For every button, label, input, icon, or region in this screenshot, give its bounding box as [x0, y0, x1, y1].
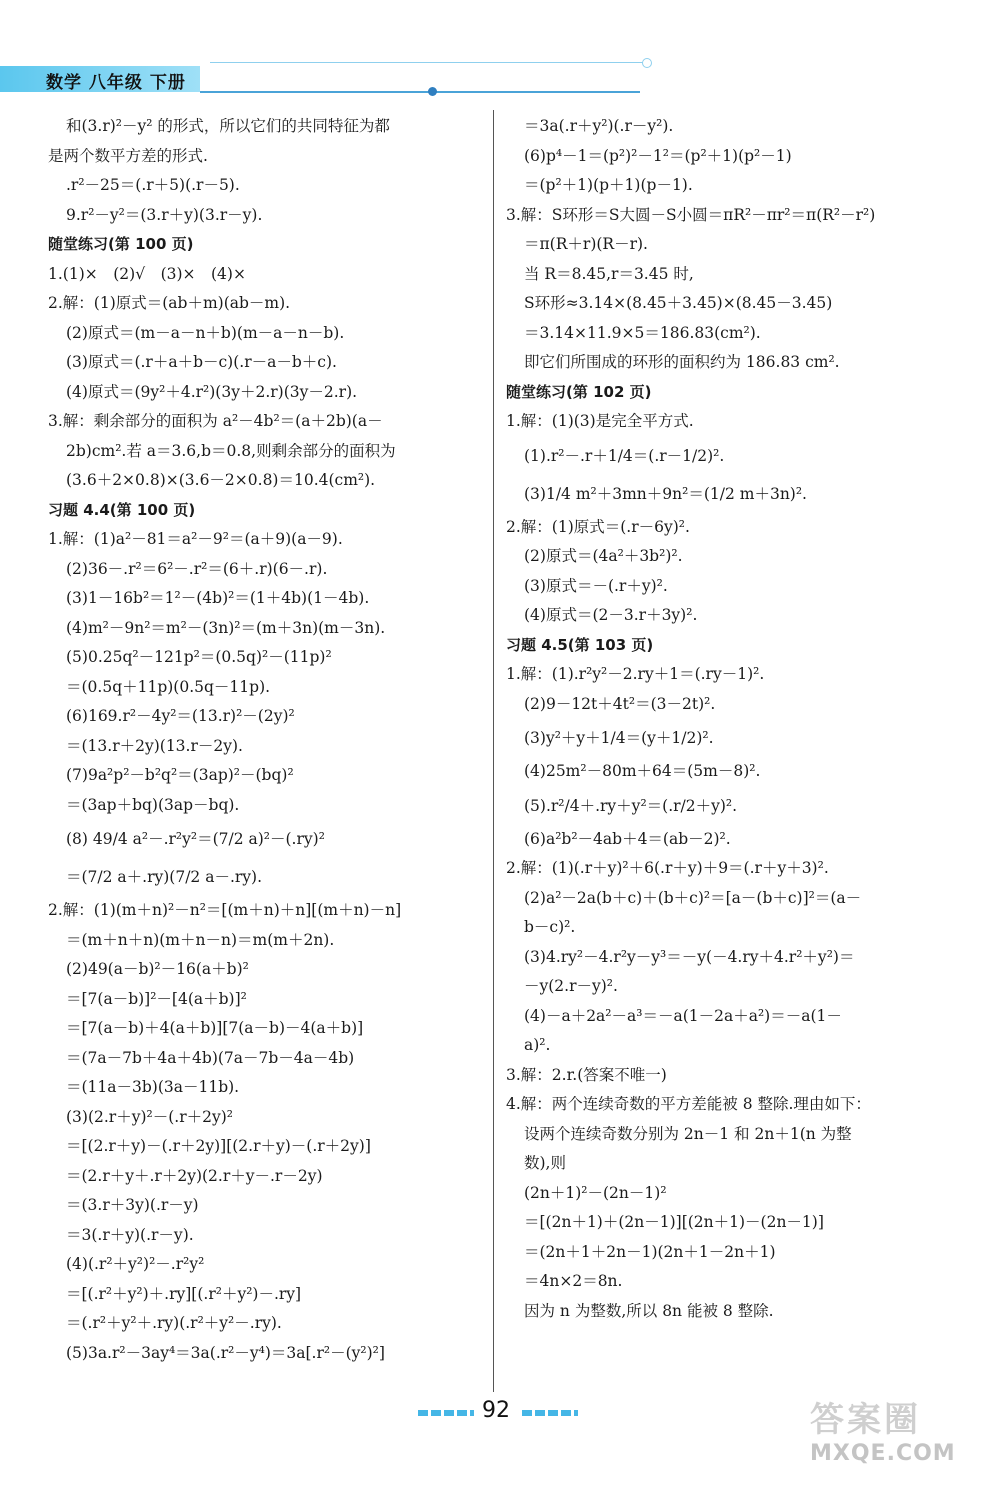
- header-rule-dot: [428, 87, 437, 96]
- left-column-line: 2b)cm².若 a＝3.6,b＝0.8,则剩余部分的面积为: [66, 441, 396, 460]
- right-column-line: S环形≈3.14×(8.45＋3.45)×(8.45－3.45): [524, 294, 833, 312]
- left-column-line: (3)原式＝(.r＋a＋b－c)(.r－a－b＋c).: [66, 353, 337, 371]
- left-column-line: ＝[(2.r＋y)－(.r＋2y)][(2.r＋y)－(.r＋2y)]: [66, 1137, 371, 1155]
- left-column-line: ＝(3ap＋bq)(3ap－bq).: [66, 795, 240, 814]
- right-column-line: (3)原式＝－(.r＋y)².: [524, 576, 668, 595]
- right-column-line: 2.解：(1)原式＝(.r－6y)².: [506, 517, 690, 536]
- right-column-line: ＝(p²＋1)(p＋1)(p－1).: [524, 176, 693, 194]
- right-column-line: 习题 4.5(第 103 页): [506, 635, 654, 654]
- header-rule-top: [210, 62, 650, 63]
- left-column-line: (7)9a²p²－b²q²＝(3ap)²－(bq)²: [66, 766, 294, 784]
- left-column-line: ＝(13.r＋2y)(13.r－2y).: [66, 736, 243, 755]
- left-column-line: 1.解：(1)a²－81＝a²－9²＝(a＋9)(a－9).: [48, 530, 343, 548]
- right-column-line: －y(2.r－y)².: [524, 977, 618, 995]
- right-column-line: 3.解：S环形＝S大圆－S小圆＝πR²－πr²＝π(R²－r²): [506, 205, 876, 224]
- page-header: [0, 58, 660, 98]
- left-column-line: .r²－25＝(.r＋5)(.r－5).: [66, 176, 240, 194]
- right-column-line: (3)y²＋y＋1/4＝(y＋1/2)².: [524, 729, 714, 747]
- right-column-line: ＝π(R＋r)(R－r).: [524, 235, 648, 253]
- left-column-line: (6)169.r²－4y²＝(13.r)²－(2y)²: [66, 707, 295, 725]
- left-column-line: (8) 49/4 a²－.r²y²＝(7/2 a)²－(.ry)²: [66, 830, 325, 848]
- right-column-line: (6)p⁴－1＝(p²)²－1²＝(p²＋1)(p²－1): [524, 146, 792, 165]
- footer-decoration-left: [418, 1410, 474, 1416]
- left-column-line: ＝[(.r²＋y²)＋.ry][(.r²＋y²)－.ry]: [66, 1284, 302, 1303]
- left-column-line: ＝[7(a－b)]²－[4(a＋b)]²: [66, 989, 247, 1008]
- right-column-line: 2.解：(1)(.r＋y)²＋6(.r＋y)＋9＝(.r＋y＋3)².: [506, 859, 829, 877]
- right-column-line: ＝3.14×11.9×5＝186.83(cm²).: [524, 323, 761, 342]
- left-column-line: (2)36－.r²＝6²－.r²＝(6＋.r)(6－.r).: [66, 559, 328, 578]
- left-column-line: (3.6＋2×0.8)×(3.6－2×0.8)＝10.4(cm²).: [66, 471, 376, 489]
- header-rule-dot-top: [642, 58, 652, 68]
- right-column-line: 当 R＝8.45,r＝3.45 时,: [524, 264, 694, 283]
- left-column-line: ＝(7a－7b＋4a＋4b)(7a－7b－4a－4b): [66, 1048, 355, 1067]
- left-column-line: 9.r²－y²＝(3.r＋y)(3.r－y).: [66, 205, 263, 224]
- right-column-line: (6)a²b²－4ab＋4＝(ab－2)².: [524, 829, 731, 848]
- right-column-line: 1.解：(1)(3)是完全平方式.: [506, 412, 694, 430]
- right-column-line: 1.解：(1).r²y²－2.ry＋1＝(.ry－1)².: [506, 665, 765, 683]
- left-column-line: ＝(.r²＋y²＋.ry)(.r²＋y²－.ry).: [66, 1314, 282, 1332]
- header-rule: [200, 91, 640, 93]
- left-column-line: 习题 4.4(第 100 页): [48, 500, 196, 519]
- left-column-line: ＝(m＋n＋n)(m＋n－n)＝m(m＋2n).: [66, 930, 335, 949]
- left-column-line: ＝(11a－3b)(3a－11b).: [66, 1078, 240, 1096]
- right-column-line: ＝4n×2＝8n.: [524, 1272, 623, 1290]
- right-column-line: (3)4.ry²－4.r²y－y³＝－y(－4.ry＋4.r²＋y²)＝: [524, 947, 855, 966]
- left-column-line: 2.解：(1)原式＝(ab＋m)(ab－m).: [48, 294, 291, 312]
- right-column-line: (2)9－12t＋4t²＝(3－2t)².: [524, 694, 716, 713]
- column-divider: [493, 110, 494, 1392]
- left-column-line: (4)(.r²＋y²)²－.r²y²: [66, 1255, 205, 1273]
- right-column-line: ＝(2n＋1＋2n－1)(2n＋1－2n＋1): [524, 1242, 776, 1261]
- right-column-line: (1).r²－.r＋1/4＝(.r－1/2)².: [524, 446, 725, 465]
- right-column-line: 3.解：2.r.(答案不唯一): [506, 1065, 667, 1084]
- left-column-line: ＝3(.r＋y)(.r－y).: [66, 1225, 194, 1244]
- watermark-logo-text: 答案圈: [810, 1400, 921, 1440]
- left-column-line: ＝(0.5q＋11p)(0.5q－11p).: [66, 677, 271, 696]
- header-title: 数学 八年级 下册: [46, 73, 186, 93]
- right-column-line: 4.解：两个连续奇数的平方差能被 8 整除.理由如下：: [506, 1095, 871, 1113]
- left-column-line: (3)(2.r＋y)²－(.r＋2y)²: [66, 1107, 233, 1126]
- left-column-line: (2)49(a－b)²－16(a＋b)²: [66, 960, 249, 978]
- left-column: [48, 112, 488, 1368]
- right-column-line: (4)－a＋2a²－a³＝－a(1－2a＋a²)＝－a(1－: [524, 1006, 842, 1025]
- right-column-line: b－c)².: [524, 918, 576, 936]
- right-column-line: 数),则: [524, 1154, 566, 1172]
- left-column-line: 是两个数平方差的形式.: [48, 146, 208, 165]
- left-column-line: ＝[7(a－b)＋4(a＋b)][7(a－b)－4(a＋b)]: [66, 1019, 364, 1037]
- left-column-line: (3)1－16b²＝1²－(4b)²＝(1＋4b)(1－4b).: [66, 589, 370, 607]
- left-column-line: (5)3a.r²－3ay⁴＝3a(.r²－y⁴)＝3a[.r²－(y²)²]: [66, 1343, 385, 1362]
- page-number: 92: [482, 1398, 510, 1423]
- left-column-line: (2)原式＝(m－a－n＋b)(m－a－n－b).: [66, 323, 345, 342]
- right-column-line: a)².: [524, 1036, 551, 1054]
- right-column-line: (5).r²/4＋.ry＋y²＝(.r/2＋y)².: [524, 796, 738, 815]
- left-column-line: 1.(1)× (2)√ (3)× (4)×: [48, 264, 246, 283]
- left-column-line: 随堂练习(第 100 页): [48, 235, 194, 253]
- left-column-line: 和(3.r)²－y² 的形式，所以它们的共同特征为都: [66, 117, 390, 135]
- watermark-url-text: MXQE.COM: [810, 1441, 956, 1466]
- left-column-line: ＝(2.r＋y＋.r＋2y)(2.r＋y－.r－2y): [66, 1166, 323, 1185]
- left-column-line: (5)0.25q²－121p²＝(0.5q)²－(11p)²: [66, 648, 332, 666]
- right-column-line: (3)1/4 m²＋3mn＋9n²＝(1/2 m＋3n)².: [524, 484, 807, 503]
- right-column-line: 设两个连续奇数分别为 2n－1 和 2n＋1(n 为整: [524, 1124, 852, 1143]
- left-column-line: ＝(7/2 a＋.ry)(7/2 a－.ry).: [66, 868, 263, 886]
- watermark: [810, 1392, 990, 1472]
- right-column-line: ＝[(2n＋1)＋(2n－1)][(2n＋1)－(2n－1)]: [524, 1213, 824, 1231]
- right-column-line: 即它们所围成的环形的面积约为 186.83 cm².: [524, 353, 840, 371]
- left-column-line: (4)m²－9n²＝m²－(3n)²＝(m＋3n)(m－3n).: [66, 618, 386, 637]
- right-column-line: ＝3a(.r＋y²)(.r－y²).: [524, 117, 674, 135]
- left-column-line: ＝(3.r＋3y)(.r－y): [66, 1196, 199, 1214]
- left-column-line: 3.解：剩余部分的面积为 a²－4b²＝(a＋2b)(a－: [48, 412, 383, 430]
- left-column-line: (4)原式＝(9y²＋4.r²)(3y＋2.r)(3y－2.r).: [66, 382, 358, 401]
- right-column-line: (2)a²－2a(b＋c)＋(b＋c)²＝[a－(b＋c)]²＝(a－: [524, 888, 862, 907]
- right-column-line: 因为 n 为整数,所以 8n 能被 8 整除.: [524, 1301, 774, 1320]
- right-column-line: (2n＋1)²－(2n－1)²: [524, 1183, 667, 1202]
- left-column-line: 2.解：(1)(m＋n)²－n²＝[(m＋n)＋n][(m＋n)－n]: [48, 901, 402, 919]
- right-column-line: (4)25m²－80m＋64＝(5m－8)².: [524, 762, 761, 780]
- right-column-line: (2)原式＝(4a²＋3b²)².: [524, 547, 683, 565]
- right-column-line: (4)原式＝(2－3.r＋3y)².: [524, 606, 698, 624]
- footer-decoration-right: [522, 1410, 578, 1416]
- right-column-line: 随堂练习(第 102 页): [506, 382, 652, 401]
- right-column: [506, 112, 946, 1326]
